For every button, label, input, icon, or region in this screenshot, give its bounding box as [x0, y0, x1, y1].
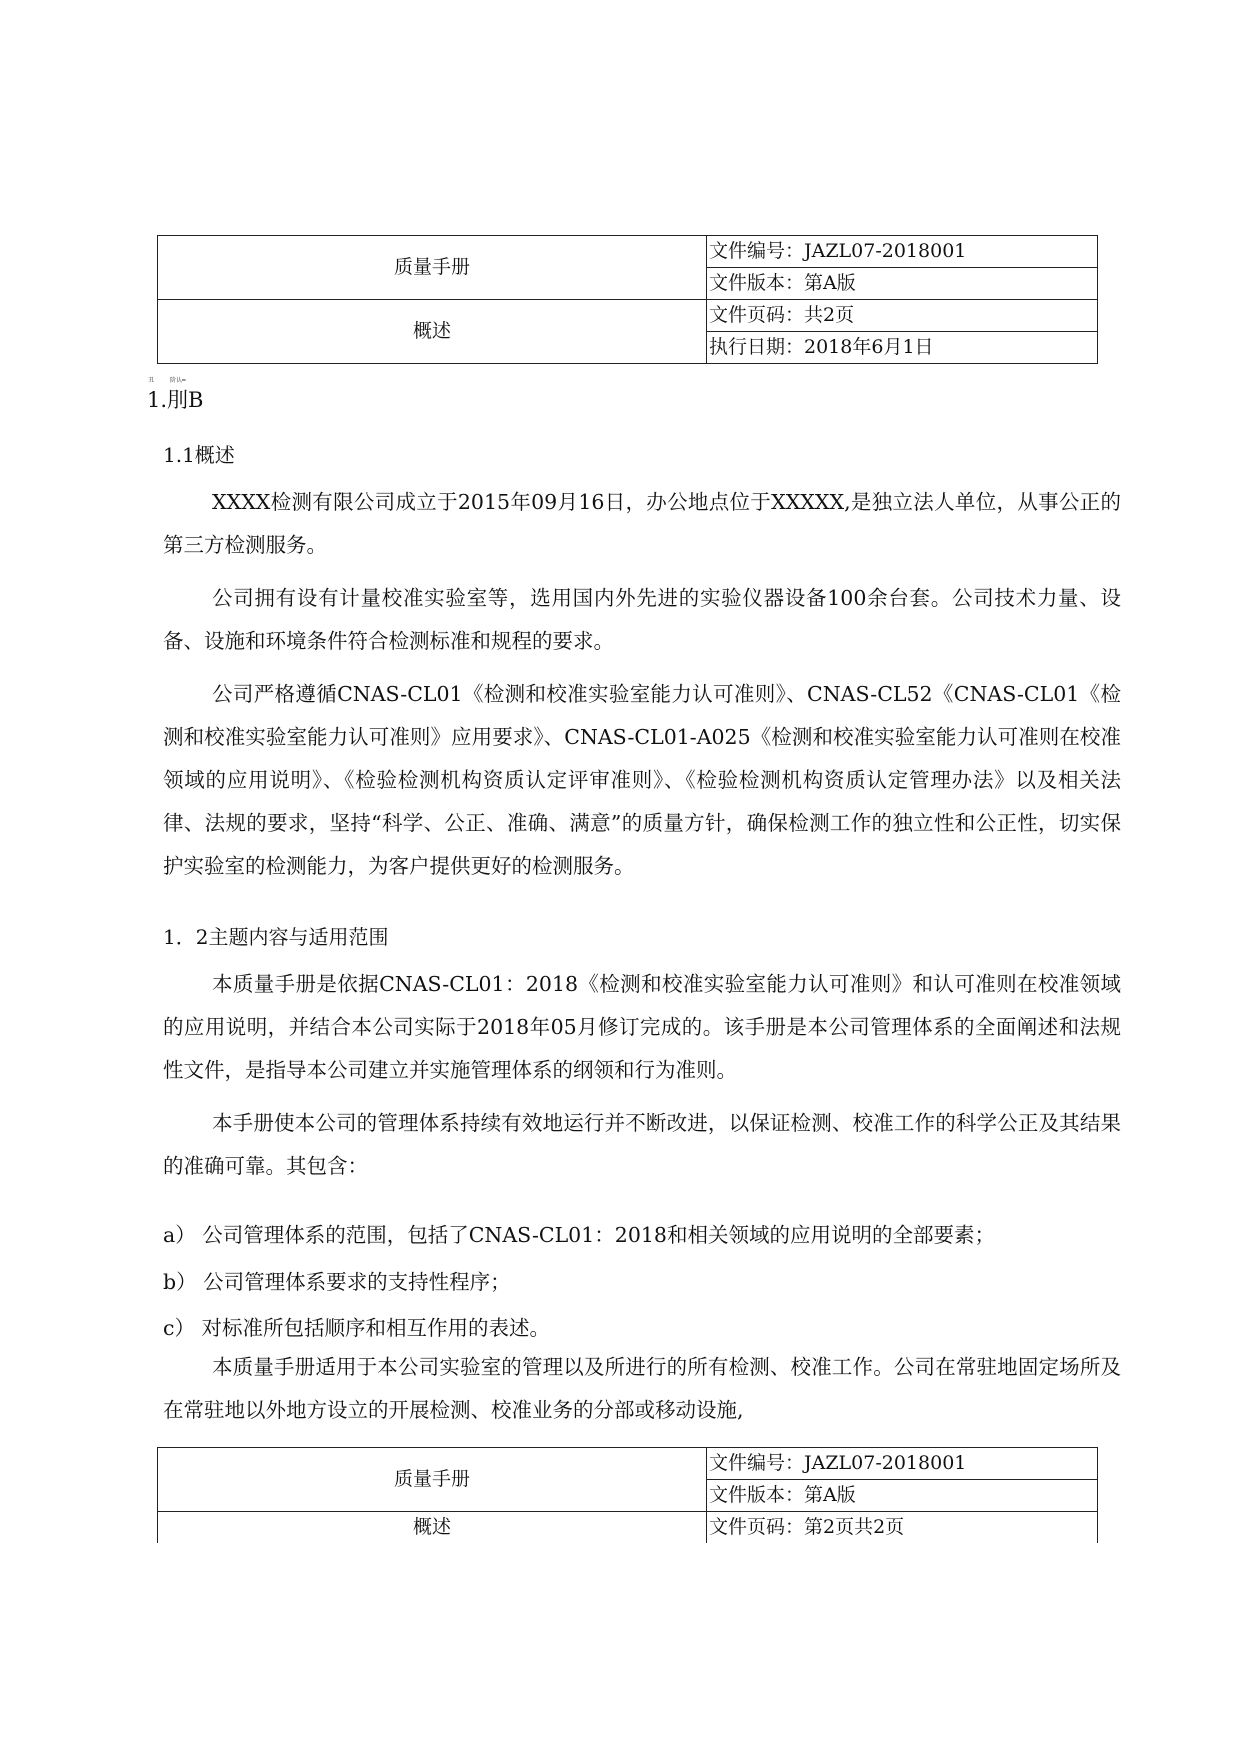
header-section: 概述: [158, 300, 707, 364]
header-pages: 文件页码：第2页共2页: [707, 1512, 1098, 1544]
stray-mark: 丑: [148, 377, 155, 384]
header-table-bottom: [157, 1447, 1098, 1543]
section-heading-1-2: 1．2主题内容与适用范围: [163, 925, 389, 949]
header-section: 概述: [158, 1512, 707, 1544]
header-table-top: [157, 235, 1098, 364]
chapter-heading: 1.刖B: [147, 388, 204, 412]
paragraph: 本手册使本公司的管理体系持续有效地运行并不断改进，以保证检测、校准工作的科学公正及其结果的准确可靠。其包含：: [163, 1111, 1121, 1178]
list-item: a） 公司管理体系的范围，包括了CNAS-CL01：2018和相关领域的应用说明的全部要素；: [163, 1223, 995, 1247]
list-item: b） 公司管理体系要求的支持性程序；: [163, 1270, 511, 1294]
header-doc-no: 文件编号：JAZL07-2018001: [707, 1448, 1098, 1480]
header-title: 质量手册: [158, 236, 707, 300]
paragraph: 本质量手册适用于本公司实验室的管理以及所进行的所有检测、校准工作。公司在常驻地固定场所及在常驻地以外地方设立的开展检测、校准业务的分部或移动设施,: [163, 1355, 1121, 1422]
header-title: 质量手册: [158, 1448, 707, 1512]
list-item: c） 对标准所包括顺序和相互作用的表述。: [163, 1316, 550, 1340]
header-pages: 文件页码：共2页: [707, 300, 1098, 332]
header-exec-date: 执行日期：2018年6月1日: [707, 332, 1098, 364]
header-doc-no: 文件编号：JAZL07-2018001: [707, 236, 1098, 268]
paragraph: 本质量手册是依据CNAS-CL01：2018《检测和校准实验室能力认可准则》和认可准则在校准领域的应用说明，并结合本公司实际于2018年05月修订完成的。该手册是本公司管理体系的全面阐述和法规性文件，是指导本公司建立并实施管理体系的纲领和行为准则。: [163, 972, 1121, 1082]
paragraph: XXXX检测有限公司成立于2015年09月16日，办公地点位于XXXXX,是独立法人单位，从事公正的第三方检测服务。: [163, 490, 1121, 557]
paragraph: 公司严格遵循CNAS-CL01《检测和校准实验室能力认可准则》、CNAS-CL52《CNAS-CL01《检测和校准实验室能力认可准则》应用要求》、CNAS-CL01-A025《检测和校准实验室能力认可准则在校准领域的应用说明》、《检验检测机构资质认定评审准则》、《检验检测机构资质认定管理办法》以及相关法律、法规的要求，坚持“科学、公正、准确、满意”的质量方针，确保检测工作的独立性和公正性，切实保护实验室的检测能力，为客户提供更好的检测服务。: [163, 682, 1121, 878]
header-version: 文件版本：第A版: [707, 1480, 1098, 1512]
section-heading-1-1: 1.1概述: [163, 443, 235, 467]
header-version: 文件版本：第A版: [707, 268, 1098, 300]
paragraph: 公司拥有设有计量校准实验室等，选用国内外先进的实验仪器设备100余台套。公司技术力量、设备、设施和环境条件符合检测标准和规程的要求。: [163, 586, 1121, 653]
stray-mark: 阶认━: [170, 377, 186, 384]
